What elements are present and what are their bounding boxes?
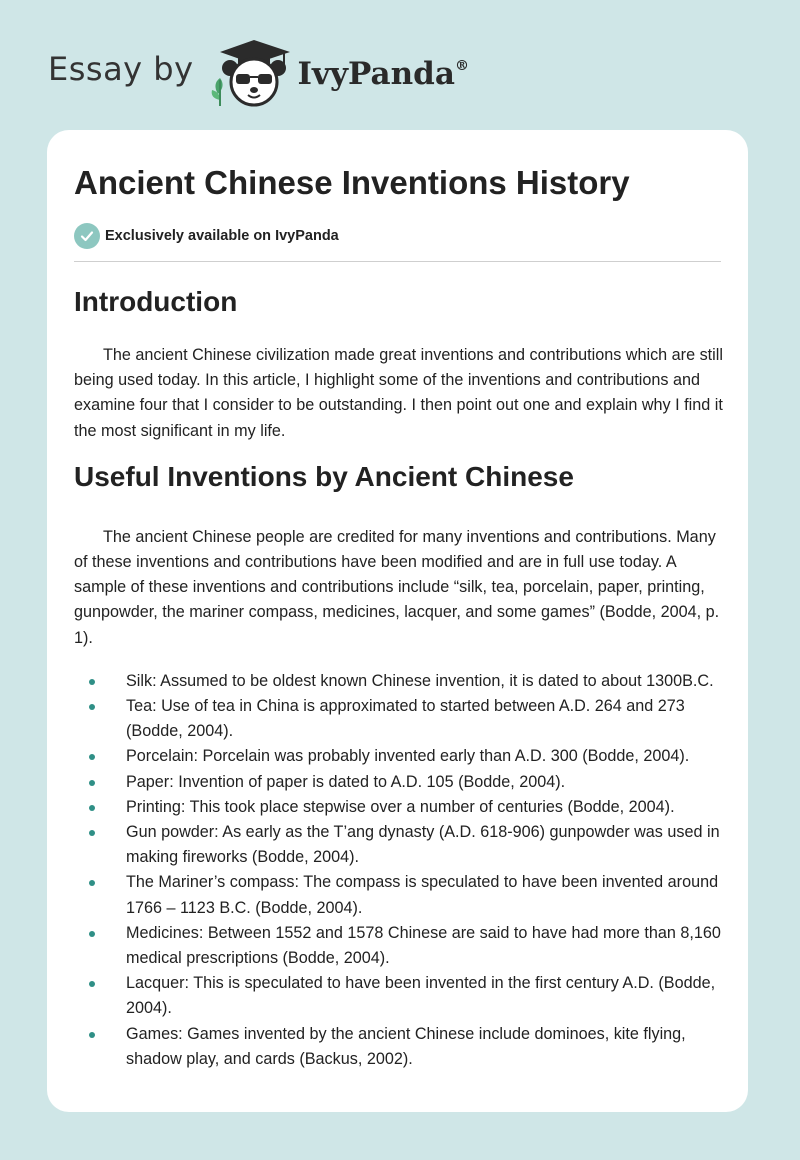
- list-item: [74, 744, 723, 769]
- exclusive-badge: [74, 223, 339, 249]
- bullet-dot-icon: [89, 754, 95, 760]
- check-circle-icon: [74, 223, 100, 249]
- list-item: [74, 1022, 723, 1072]
- registered-mark: ®: [454, 58, 469, 74]
- list-item: [74, 820, 723, 870]
- bullet-dot-icon: [89, 780, 95, 786]
- essay-by-label: Essay by: [48, 50, 194, 88]
- section-heading-introduction: Introduction: [74, 286, 238, 317]
- bullet-dot-icon: [89, 679, 95, 685]
- list-item: [74, 795, 723, 820]
- list-item-text: Gun powder: As early as the T’ang dynasty (A.D. 618-906) gunpowder was used in making fireworks (Bodde, 2004).: [126, 823, 720, 867]
- list-item-text: Tea: Use of tea in China is approximated to started between A.D. 264 and 273 (Bodde, 2004).: [126, 697, 685, 741]
- list-item-text: Lacquer: This is speculated to have been invented in the first century A.D. (Bodde, 2004).: [126, 974, 716, 1018]
- list-item: [74, 921, 723, 971]
- bullet-dot-icon: [89, 880, 95, 886]
- bullet-dot-icon: [89, 830, 95, 836]
- bullet-dot-icon: [89, 805, 95, 811]
- brand-text: IvyPanda: [297, 56, 455, 92]
- list-item-text: Silk: Assumed to be oldest known Chinese invention, it is dated to about 1300B.C.: [126, 671, 714, 690]
- section-heading-useful-inventions: Useful Inventions by Ancient Chinese: [74, 460, 574, 492]
- list-item: [74, 694, 723, 744]
- list-item: [74, 770, 723, 795]
- article-title: Ancient Chinese Inventions History: [74, 164, 630, 201]
- inventions-list: [74, 669, 723, 1072]
- brand-name[interactable]: [298, 56, 469, 92]
- article-card: [47, 130, 748, 1112]
- list-item-text: Porcelain: Porcelain was probably invented early than A.D. 300 (Bodde, 2004).: [126, 747, 690, 766]
- article-body: [74, 282, 723, 1072]
- bullet-dot-icon: [89, 704, 95, 710]
- list-item-text: Medicines: Between 1552 and 1578 Chinese are said to have had more than 8,160 medical prescriptions (Bodde, 2004).: [126, 923, 721, 968]
- bullet-dot-icon: [89, 1032, 95, 1038]
- site-header: [48, 36, 469, 108]
- list-item-text: The Mariner’s compass: The compass is speculated to have been invented around 1766 – 1123 B.C. (Bodde, 2004).: [126, 873, 719, 917]
- introduction-paragraph: The ancient Chinese civilization made great inventions and contributions which are still being used today. In this article, I highlight some of the inventions and contributions and examine four that I consider to be outstanding. I then point out one and explain why I find it the most significant in my life.: [74, 346, 723, 440]
- list-item: [74, 870, 723, 920]
- title-divider: [74, 261, 721, 262]
- exclusive-badge-text: Exclusively available on IvyPanda: [105, 228, 339, 244]
- panda-graduate-logo-icon[interactable]: [208, 36, 294, 108]
- list-item: [74, 971, 723, 1021]
- list-item-text: Printing: This took place stepwise over a number of centuries (Bodde, 2004).: [126, 797, 675, 816]
- bullet-dot-icon: [89, 931, 95, 937]
- list-item-text: Games: Games invented by the ancient Chinese include dominoes, kite flying, shadow play, and cards (Backus, 2002).: [126, 1024, 686, 1068]
- bullet-dot-icon: [89, 981, 95, 987]
- list-item-text: Paper: Invention of paper is dated to A.D. 105 (Bodde, 2004).: [126, 772, 566, 791]
- list-item: [74, 669, 723, 694]
- useful-inventions-paragraph: The ancient Chinese people are credited for many inventions and contributions. Many of these inventions and contributions have been modified and are in full use today. A sample of these inventions and contributions include “silk, tea, porcelain, paper, printing, gunpowder, the mariner compass, medicines, lacquer, and some games” (Bodde, 2004, p. 1).: [74, 527, 720, 647]
